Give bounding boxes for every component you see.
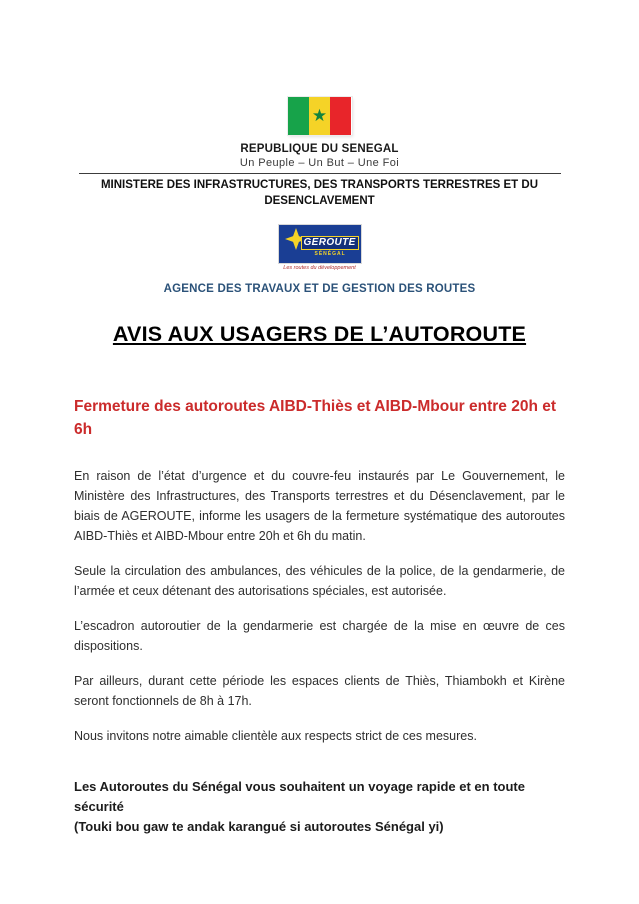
notice-paragraph: Par ailleurs, durant cette période les espaces clients de Thiès, Thiambokh et Kirène seront fonctionnels de 8h à 17h.: [74, 673, 565, 708]
document-body: [0, 396, 639, 837]
ageroute-logo-subtext: SÉNÉGAL: [314, 251, 346, 258]
flag-green-stripe: [288, 97, 309, 135]
notice-paragraph: En raison de l’état d’urgence et du couvre-feu instaurés par Le Gouvernement, le Ministère des Infrastructures, des Transports terrestres et du Désenclavement, par le biais de AGEROUTE, informe les usagers de la fermeture systématique des autoroutes AIBD-Thiès et AIBD-Mbour entre 20h et 6h du matin.: [74, 468, 565, 543]
national-motto: Un Peuple – Un But – Une Foi: [239, 157, 400, 169]
notice-paragraph: L’escadron autoroutier de la gendarmerie est chargée de la mise en œuvre de ces dispositions.: [74, 618, 565, 653]
ageroute-logo-box: [279, 225, 361, 263]
agency-name: AGENCE DES TRAVAUX ET DE GESTION DES ROUTES: [163, 283, 476, 296]
notice-paragraph: Seule la circulation des ambulances, des véhicules de la police, de la gendarmerie, de l’armée et ceux détenant des autorisations spéciales, est autorisée.: [74, 563, 565, 598]
notice-heading: Fermeture des autoroutes AIBD-Thiès et AIBD-Mbour entre 20h et 6h: [74, 398, 557, 438]
document-title: AVIS AUX USAGERS DE L’AUTOROUTE: [112, 322, 527, 347]
notice-paragraph: Nous invitons notre aimable clientèle aux respects strict de ces mesures.: [74, 728, 477, 743]
ministry-name: MINISTERE DES INFRASTRUCTURES, DES TRANSPORTS TERRESTRES ET DU DESENCLAVEMENT: [100, 179, 539, 207]
ageroute-logo-text: GEROUTE: [301, 236, 359, 250]
ageroute-logo: [279, 225, 361, 271]
header-divider: [79, 173, 561, 174]
closing-message: Les Autoroutes du Sénégal vous souhaitent un voyage rapide et en toute sécurité: [74, 778, 525, 815]
senegal-flag-icon: [288, 97, 352, 135]
document-header: [0, 0, 639, 295]
republic-title: REPUBLIQUE DU SENEGAL: [240, 143, 399, 155]
flag-star-icon: ★: [311, 105, 328, 125]
closing-message-wolof: (Touki bou gaw te andak karangué si autoroutes Sénégal yi): [74, 819, 444, 835]
flag-red-stripe: [330, 97, 351, 135]
ageroute-logo-tagline: Les routes du développement: [283, 265, 356, 272]
